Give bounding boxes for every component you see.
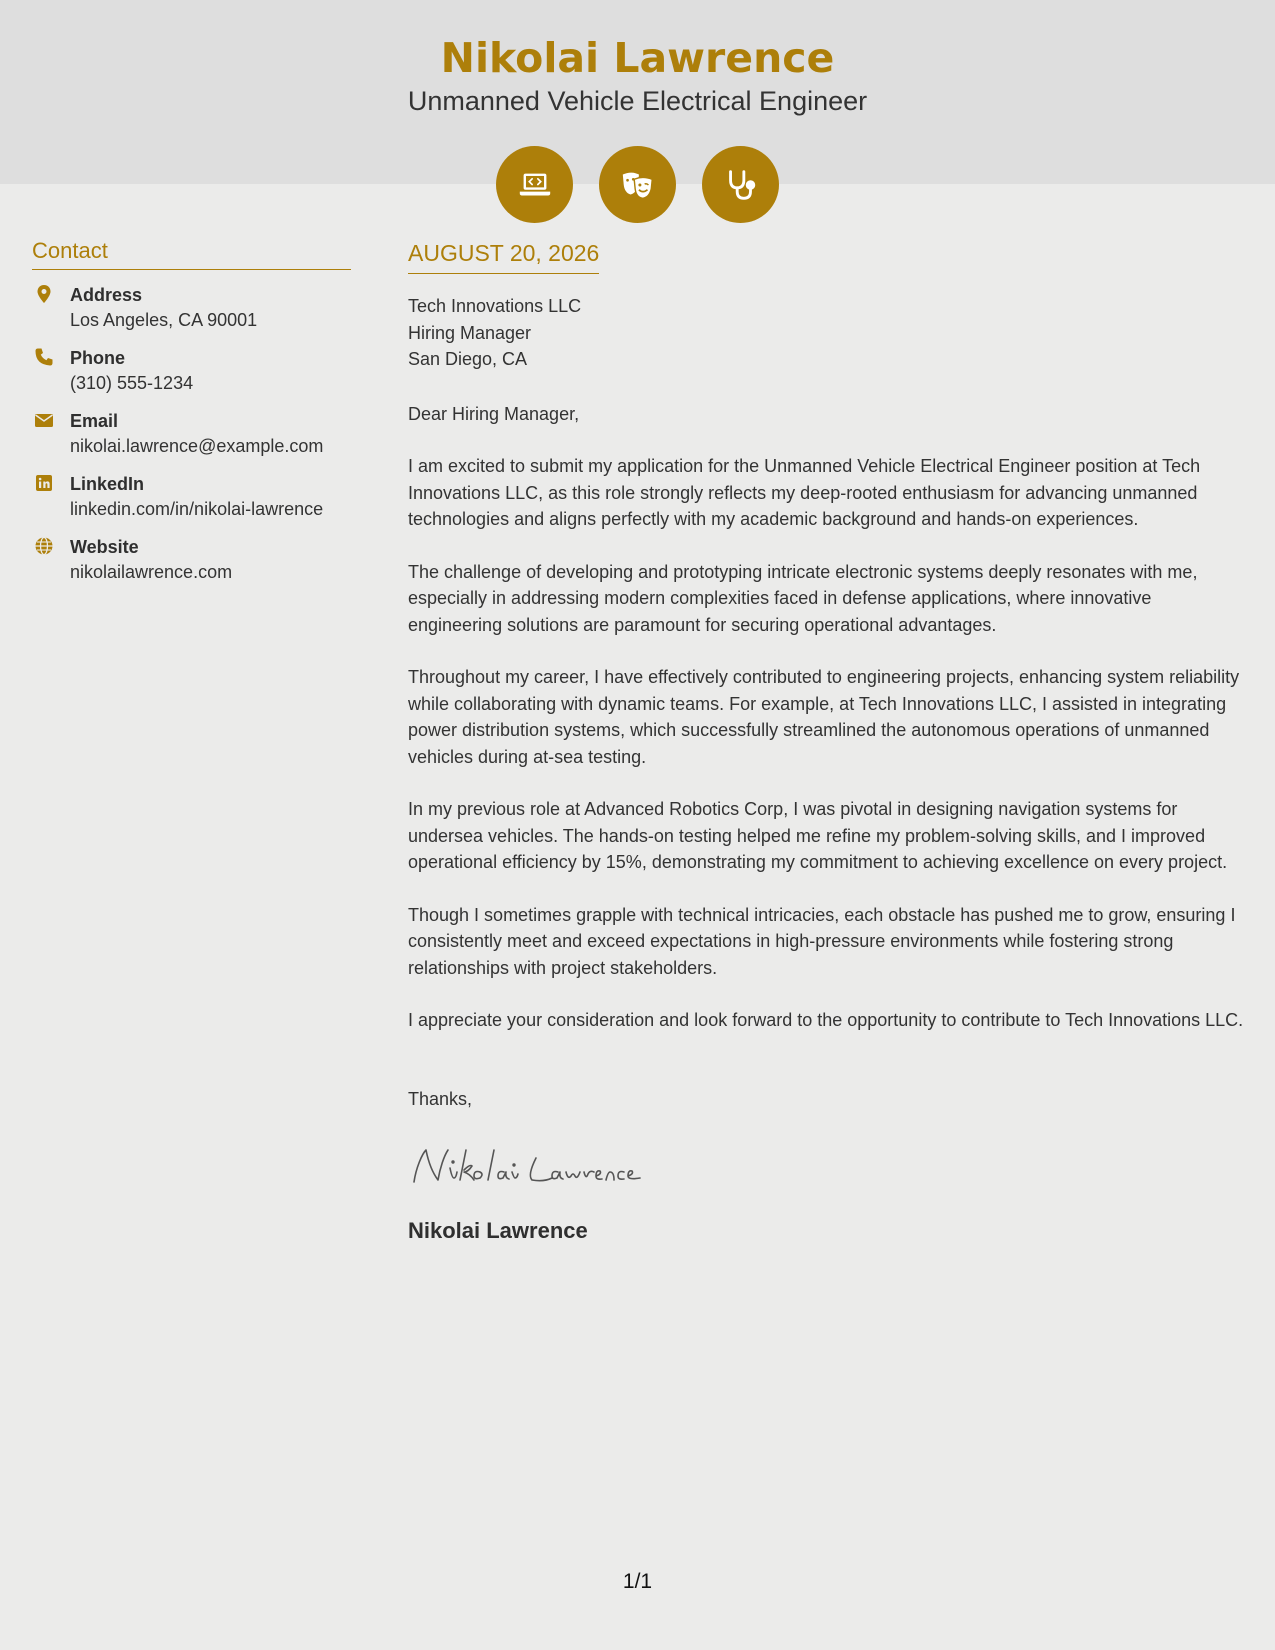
contact-value: nikolailawrence.com <box>70 562 233 582</box>
contact-label: Address <box>70 285 143 305</box>
paragraph: I am excited to submit my application for the Unmanned Vehicle Electrical Engineer position at Tech Innovations LLC, as this role strongly reflects my deep-rooted enthusiasm for advancing unmanned technologies and aligns perfectly with my academic background and hands-on experiences. <box>408 456 1201 529</box>
contact-label: Website <box>70 537 139 557</box>
contact-linkedin <box>32 472 351 522</box>
letter-date: AUGUST 20, 2026 <box>408 240 599 274</box>
handwritten-signature <box>408 1138 1250 1194</box>
contact-email <box>32 409 351 459</box>
closing: Thanks, <box>408 1088 473 1109</box>
paragraph: Throughout my career, I have effectively contributed to engineering projects, enhancing system reliability while collaborating with dynamic teams. For example, at Tech Innovations LLC, I assisted in integrating power distribution systems, which successfully streamlined the autonomous operations of unmanned vehicles during at-sea testing. <box>408 667 1240 767</box>
letter-body <box>408 240 1250 1244</box>
globe-icon <box>34 536 56 558</box>
recipient-location: San Diego, CA <box>408 349 528 369</box>
contact-label: Phone <box>70 348 126 368</box>
contact-value: Los Angeles, CA 90001 <box>70 310 258 330</box>
salutation: Dear Hiring Manager, <box>408 403 580 424</box>
sidebar <box>32 238 351 598</box>
interest-icons <box>496 146 779 223</box>
contact-phone <box>32 346 351 396</box>
contact-label: LinkedIn <box>70 474 145 494</box>
page-number: 1/1 <box>622 1570 653 1593</box>
envelope-icon <box>34 410 56 432</box>
paragraph: The challenge of developing and prototyping intricate electronic systems deeply resonates with me, especially in addressing modern complexities faced in defense applications, where innovative engineering solutions are paramount for securing operational advantages. <box>408 561 1198 635</box>
contact-value: nikolai.lawrence@example.com <box>70 436 324 456</box>
contact-label: Email <box>70 411 119 431</box>
contact-address <box>32 283 351 333</box>
paragraph: In my previous role at Advanced Robotics Corp, I was pivotal in designing navigation systems for undersea vehicles. The hands-on testing helped me refine my problem-solving skills, and I improved operational efficiency by 15%, demonstrating my commitment to achieving excellence on every project. <box>408 799 1228 872</box>
phone-icon <box>34 347 56 369</box>
laptop-code-icon <box>496 146 573 223</box>
signed-name: Nikolai Lawrence <box>408 1218 588 1243</box>
linkedin-icon <box>34 473 56 495</box>
theater-masks-icon <box>599 146 676 223</box>
job-title: Unmanned Vehicle Electrical Engineer <box>407 86 868 116</box>
recipient-block <box>408 293 1250 373</box>
applicant-name: Nikolai Lawrence <box>440 34 835 82</box>
recipient-company: Tech Innovations LLC <box>408 296 582 316</box>
stethoscope-icon <box>702 146 779 223</box>
paragraph: I appreciate your consideration and look forward to the opportunity to contribute to Tech Innovations LLC. <box>408 1010 1244 1030</box>
recipient-title: Hiring Manager <box>408 322 532 343</box>
contact-website <box>32 535 351 585</box>
contact-value: linkedin.com/in/nikolai-lawrence <box>70 499 324 519</box>
map-pin-icon <box>34 284 56 306</box>
contact-heading: Contact <box>32 238 351 270</box>
contact-value: (310) 555-1234 <box>70 373 194 393</box>
paragraph: Though I sometimes grapple with technical intricacies, each obstacle has pushed me to grow, ensuring I consistently meet and exceed expectations in high-pressure environments while fostering strong relationships with project stakeholders. <box>408 904 1236 978</box>
